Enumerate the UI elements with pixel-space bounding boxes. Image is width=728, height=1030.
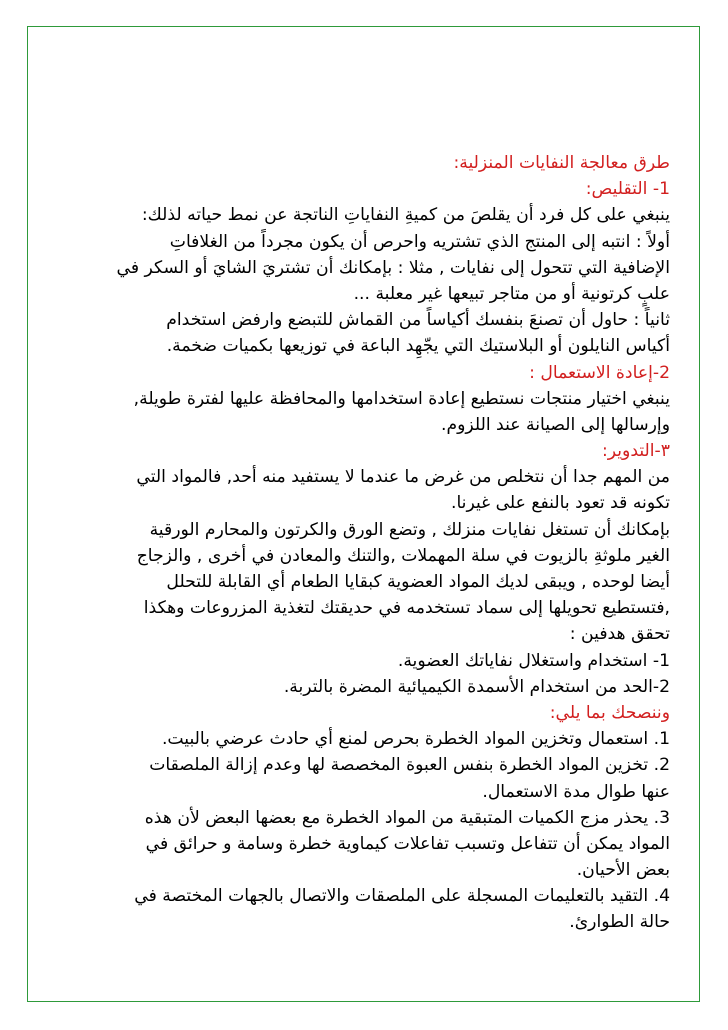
list-item: 3. يحذر مزج الكميات المتبقية من المواد الخطرة مع بعضها البعض لأن هذه (144, 807, 670, 828)
list-item: عنها طوال مدة الاستعمال. (482, 781, 670, 802)
list-item: 2-الحد من استخدام الأسمدة الكيميائية المضرة بالتربة. (283, 676, 670, 697)
paragraph-line: ,فتستطيع تحويلها إلى سماد تستخدمه في حديقتك لتغذية المزروعات وهكذا (143, 598, 670, 619)
section-heading-reuse: 2-إعادة الاستعمال : (529, 362, 670, 383)
paragraph-line: ينبغي اختيار منتجات نستطيع إعادة استخدامها والمحافظة عليها لفترة طويلة, (133, 388, 670, 409)
paragraph-line: تحقق هدفين : (569, 624, 670, 645)
section-heading-reduction: 1- التقليص: (585, 179, 670, 200)
paragraph-line: الإضافية التي تتحول إلى نفايات , مثلا : بإمكانك أن تشتريَ الشايَ أو السكر في (116, 257, 670, 278)
paragraph-line: أيضا لوحده , ويبقى لديك المواد العضوية كبقايا الطعام أي القابلة للتحلل (166, 572, 670, 592)
section-heading-advice: وننصحك بما يلي: (549, 702, 670, 723)
list-item: 2. تخزين المواد الخطرة بنفس العبوة المخصصة لها وعدم إزالة الملصقات (149, 755, 670, 776)
paragraph-line: من المهم جدا أن نتخلص من غرض ما عندما لا يستفيد منه أحد, فالمواد التي (136, 467, 670, 488)
paragraph-line: تكونه قد تعود بالنفع على غيرنا. (450, 493, 670, 514)
paragraph-line: علبٍ كرتونية أو من متاجر تبيعها غير معلبة ... (353, 283, 670, 304)
paragraph-line: أكياس النايلون أو البلاستيك التي يجّهِد الباعة في توزيعها بكميات ضخمة. (166, 336, 670, 357)
paragraph-line: ينبغي على كل فرد أن يقلصَ من كميةِ النفاياتِ الناتجة عن نمط حياته لذلك: (141, 205, 670, 226)
paragraph-line: ثانياً : حاول أن تصنعَ بنفسك أكياساً من القماش للتبضع وارفض استخدام (166, 310, 670, 331)
list-item: 4. التقيد بالتعليمات المسجلة على الملصقات والاتصال بالجهات المختصة في (134, 886, 670, 907)
list-item: المواد يمكن أن تتفاعل وتسبب تفاعلات كيماوية خطرة وسامة و حرائق في (145, 833, 670, 854)
list-item: 1. استعمال وتخزين المواد الخطرة بحرص لمنع أي حادث عرضي بالبيت. (161, 729, 670, 750)
paragraph-line: الغير ملوثةِ بالزيوت في سلة المهملات ,والتنك والمعادن في أخرى , والزجاج (136, 545, 670, 566)
paragraph-line: بإمكانك أن تستغل نفايات منزلك , وتضع الورق والكرتون والمحارم الورقية (149, 519, 670, 540)
list-item: 1- استخدام واستغلال نفاياتك العضوية. (397, 650, 670, 671)
document-body (36, 150, 670, 936)
list-item: حالة الطوارئ. (569, 912, 670, 933)
paragraph-line: وإرسالها إلى الصيانة عند اللزوم. (441, 414, 670, 435)
list-item: بعض الأحيان. (576, 860, 670, 881)
document-title: طرق معالجة النفايات المنزلية: (453, 153, 670, 173)
paragraph-line: أولاً : انتبه إلى المنتج الذي تشتريه واحرص أن يكون مجرداً من الغلافاتِ (169, 231, 670, 252)
section-heading-recycling: ٣-التدوير: (601, 441, 670, 462)
